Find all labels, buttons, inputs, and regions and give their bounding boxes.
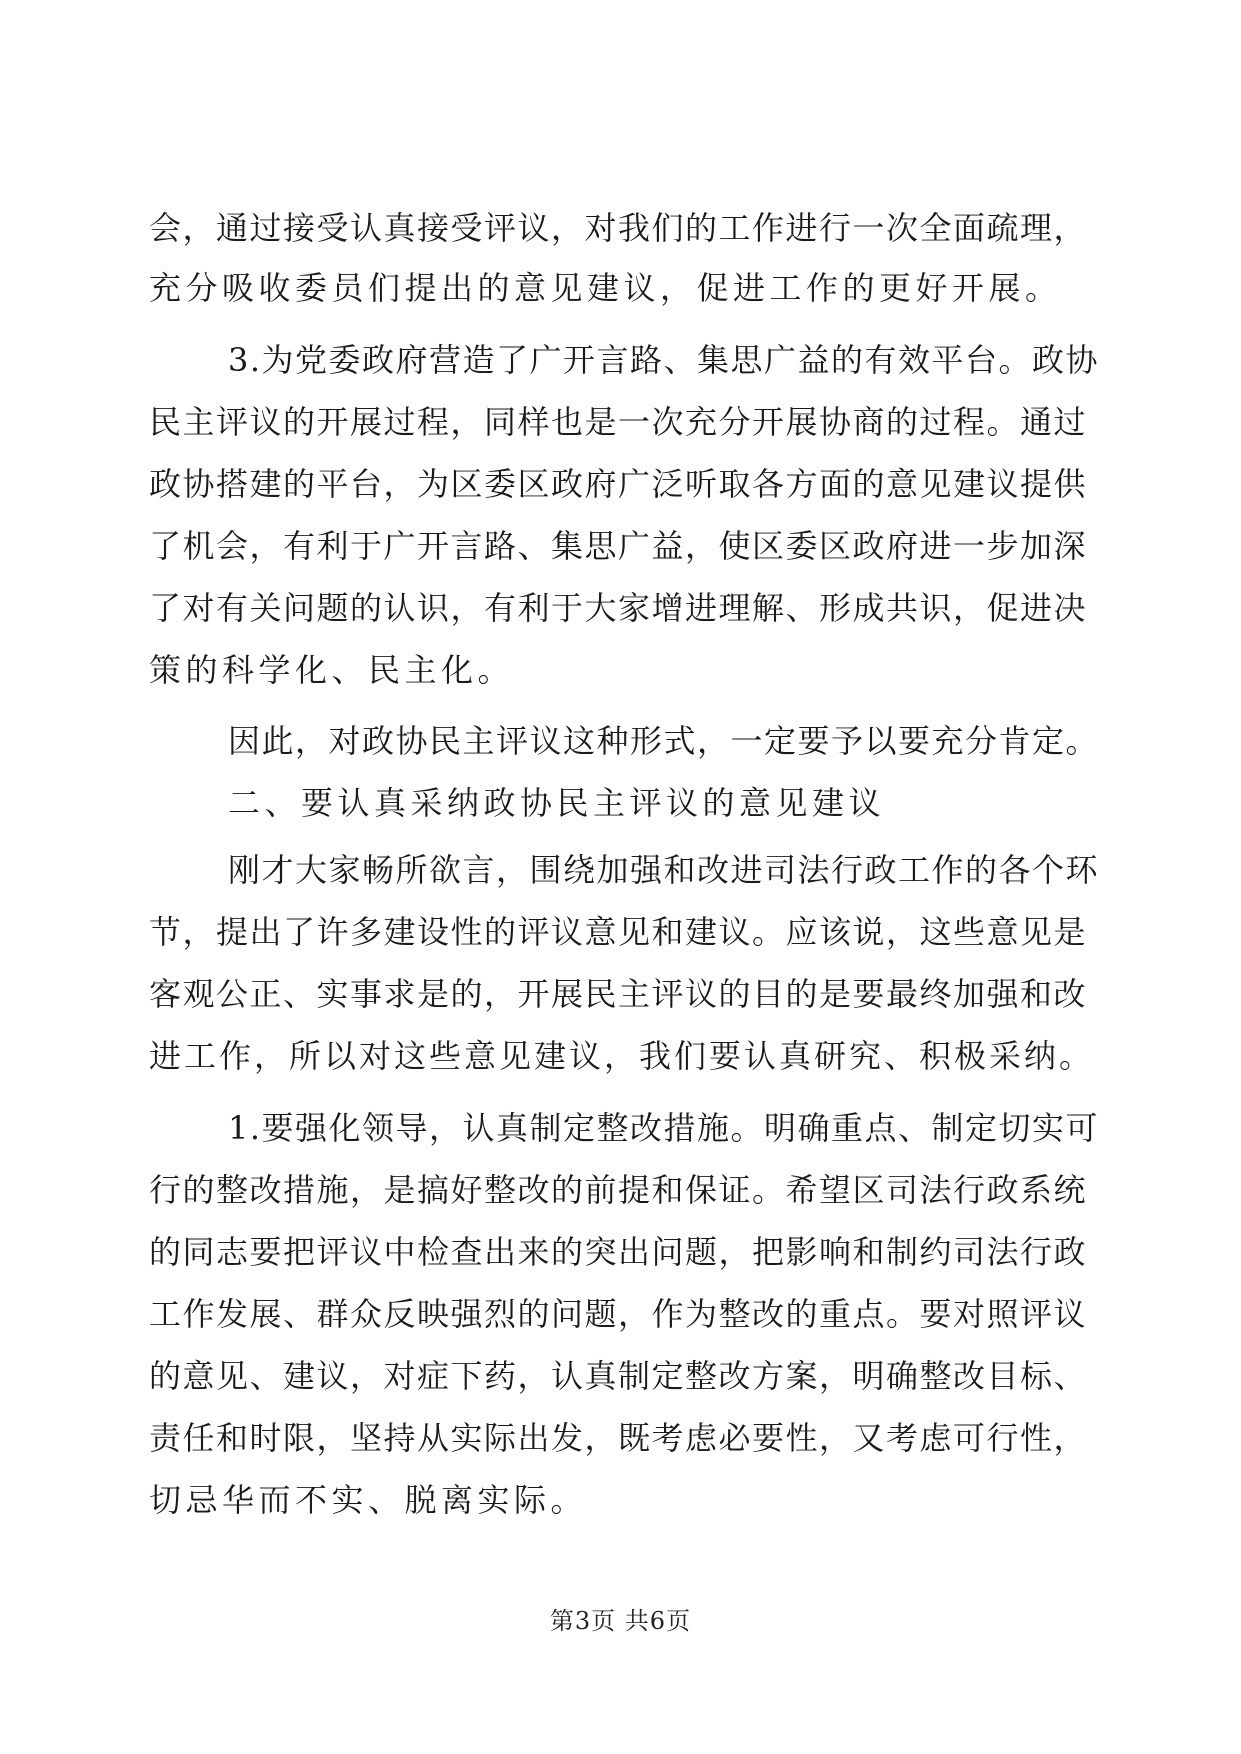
body-line-11: 刚才大家畅所欲言，围绕加强和改进司法行政工作的各个环 <box>228 851 1100 889</box>
body-line-12: 节，提出了许多建设性的评议意见和建议。应该说，这些意见是 <box>149 913 1088 951</box>
body-line-6: 了机会，有利于广开言路、集思广益，使区委区政府进一步加深 <box>149 527 1088 565</box>
body-line-2: 充分吸收委员们提出的意见建议，促进工作的更好开展。 <box>149 269 1062 307</box>
page-number-footer: 第3页 共6页 <box>549 1607 692 1635</box>
body-line-3: 3.为党委政府营造了广开言路、集思广益的有效平台。政协 <box>228 341 1100 379</box>
body-line-15: 1.要强化领导，认真制定整改措施。明确重点、制定切实可 <box>228 1109 1100 1147</box>
body-line-4: 民主评议的开展过程，同样也是一次充分开展协商的过程。通过 <box>149 403 1088 441</box>
body-line-7: 了对有关问题的认识，有利于大家增进理解、形成共识，促进决 <box>149 589 1088 627</box>
body-line-20: 责任和时限，坚持从实际出发，既考虑必要性，又考虑可行性， <box>149 1419 1088 1457</box>
body-line-17: 的同志要把评议中检查出来的突出问题，把影响和制约司法行政 <box>149 1233 1088 1271</box>
body-line-18: 工作发展、群众反映强烈的问题，作为整改的重点。要对照评议 <box>149 1295 1088 1333</box>
body-line-14: 进工作，所以对这些意见建议，我们要认真研究、积极采纳。 <box>149 1037 1095 1075</box>
body-line-16: 行的整改措施，是搞好整改的前提和保证。希望区司法行政系统 <box>149 1171 1088 1209</box>
body-line-8: 策的科学化、民主化。 <box>149 651 515 689</box>
body-line-19: 的意见、建议，对症下药，认真制定整改方案，明确整改目标、 <box>149 1357 1088 1395</box>
body-line-9: 因此，对政协民主评议这种形式，一定要予以要充分肯定。 <box>228 722 1100 760</box>
body-line-13: 客观公正、实事求是的，开展民主评议的目的是要最终加强和改 <box>149 975 1088 1013</box>
section-heading: 二、要认真采纳政协民主评议的意见建议 <box>228 784 886 822</box>
body-line-5: 政协搭建的平台，为区委区政府广泛听取各方面的意见建议提供 <box>149 465 1088 503</box>
body-line-1: 会，通过接受认真接受评议，对我们的工作进行一次全面疏理， <box>149 209 1088 247</box>
body-line-21: 切忌华而不实、脱离实际。 <box>149 1481 588 1519</box>
